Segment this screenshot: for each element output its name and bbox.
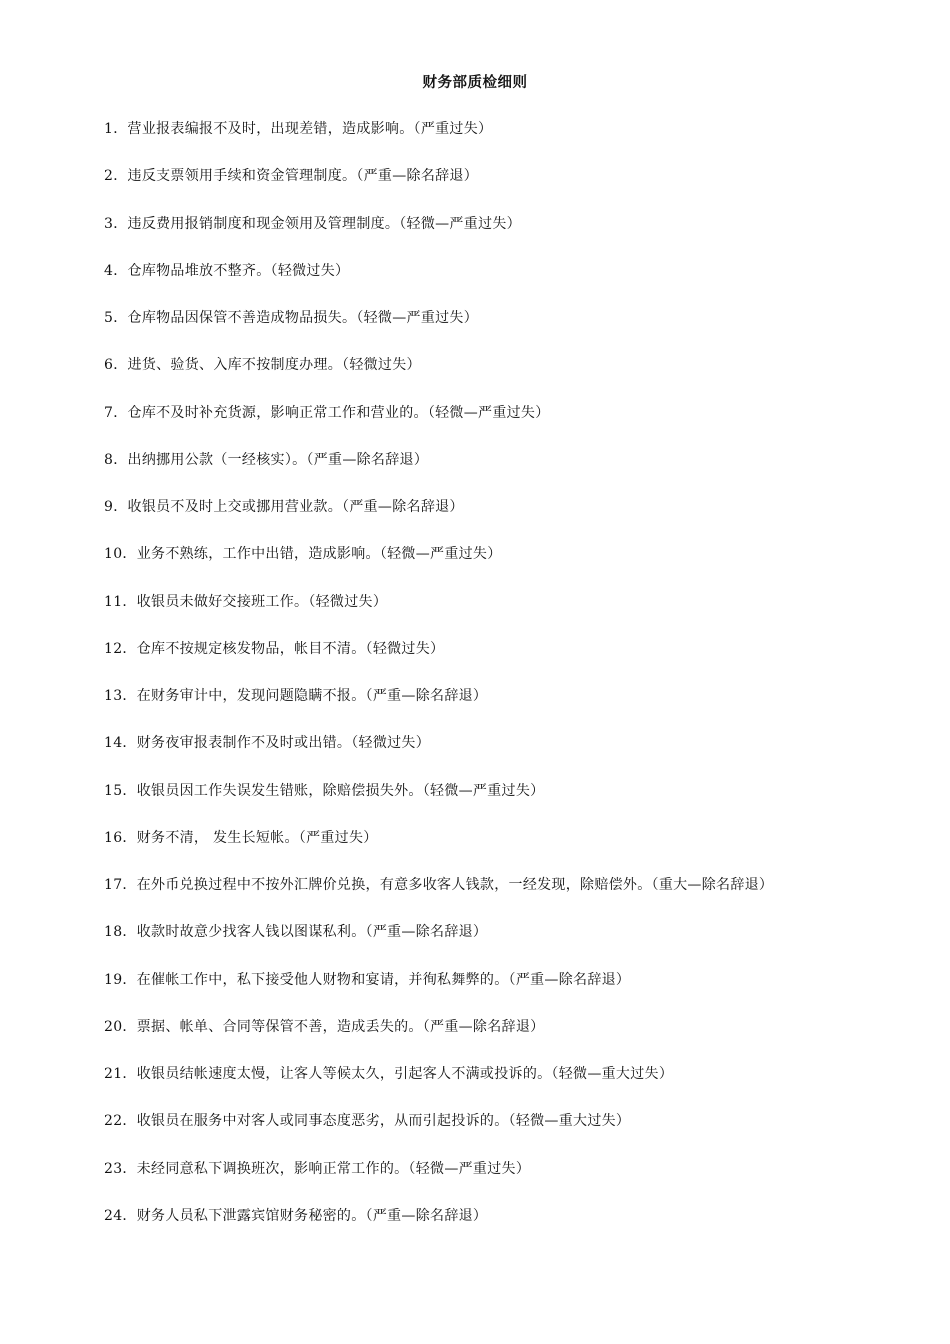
rule-item xyxy=(104,1064,904,1111)
rule-text: 收银员结帐速度太慢，让客人等候太久，引起客人不满或投诉的。（轻微—重大过失） xyxy=(136,1066,674,1082)
rule-number: 23． xyxy=(104,1160,137,1177)
rule-number: 10． xyxy=(104,546,137,563)
rule-text: 出纳挪用公款（一经核实）。（严重—除名辞退） xyxy=(127,451,429,468)
rule-item xyxy=(104,686,904,733)
rule-text: 营业报表编报不及时，出现差错，造成影响。（严重过失） xyxy=(127,121,493,137)
rule-item xyxy=(104,922,904,969)
rule-text: 在外币兑换过程中不按外汇牌价兑换，有意多收客人钱款，一经发现，除赔偿外。（重大—除名辞退） xyxy=(136,877,774,893)
rule-item xyxy=(104,781,904,828)
rule-item xyxy=(104,1159,904,1206)
rule-number: 8． xyxy=(104,451,128,468)
rule-text: 财务不清， 发生长短帐。（严重过失） xyxy=(136,829,378,846)
rule-number: 17． xyxy=(104,877,137,893)
rule-text: 仓库物品因保管不善造成物品损失。（轻微—严重过失） xyxy=(127,310,479,326)
rule-number: 3． xyxy=(104,215,128,232)
rule-number: 21． xyxy=(104,1066,137,1082)
rule-text: 业务不熟练，工作中出错，造成影响。（轻微—严重过失） xyxy=(136,546,502,563)
rule-text: 仓库物品堆放不整齐。（轻微过失） xyxy=(127,262,350,279)
rule-item xyxy=(104,733,904,780)
rule-item xyxy=(104,214,904,261)
rule-text: 收款时故意少找客人钱以图谋私利。（严重—除名辞退） xyxy=(136,924,488,941)
rule-item xyxy=(104,970,904,1017)
rule-text: 违反支票领用手续和资金管理制度。（严重—除名辞退） xyxy=(127,168,479,185)
rule-number: 16． xyxy=(104,829,137,846)
rule-text: 未经同意私下调换班次，影响正常工作的。（轻微—严重过失） xyxy=(136,1160,531,1177)
rule-item xyxy=(104,450,904,497)
rule-number: 19． xyxy=(104,971,137,988)
rule-item xyxy=(104,403,904,450)
rule-text: 收银员在服务中对客人或同事态度恶劣，从而引起投诉的。（轻微—重大过失） xyxy=(136,1113,631,1130)
rule-text: 收银员因工作失误发生错账，除赔偿损失外。（轻微—严重过失） xyxy=(136,782,545,799)
rule-number: 22． xyxy=(104,1113,137,1130)
rule-item xyxy=(104,166,904,213)
rule-number: 24． xyxy=(104,1207,137,1224)
rule-item xyxy=(104,1017,904,1064)
rule-item xyxy=(104,1206,904,1253)
rule-number: 20． xyxy=(104,1018,137,1035)
page-title: 财务部质检细则 xyxy=(422,74,528,91)
rule-item xyxy=(104,497,904,544)
rule-number: 1． xyxy=(104,121,128,137)
rule-item xyxy=(104,828,904,875)
rule-text: 财务人员私下泄露宾馆财务秘密的。（严重—除名辞退） xyxy=(136,1207,488,1224)
rule-number: 6． xyxy=(104,357,128,374)
rule-text: 收银员不及时上交或挪用营业款。（严重—除名辞退） xyxy=(127,499,464,515)
rule-text: 票据、帐单、合同等保管不善，造成丢失的。（严重—除名辞退） xyxy=(136,1018,545,1035)
rule-number: 12． xyxy=(104,640,137,657)
rule-item xyxy=(104,592,904,639)
rule-item xyxy=(104,639,904,686)
rule-number: 2． xyxy=(104,168,128,185)
rule-text: 进货、验货、入库不按制度办理。（轻微过失） xyxy=(127,357,421,374)
rule-item xyxy=(104,119,904,166)
rule-text: 仓库不按规定核发物品，帐目不清。（轻微过失） xyxy=(136,640,445,657)
rule-item xyxy=(104,261,904,308)
rule-text: 收银员未做好交接班工作。（轻微过失） xyxy=(136,593,388,610)
rule-item xyxy=(104,1111,904,1158)
rule-number: 5． xyxy=(104,310,128,326)
rule-text: 违反费用报销制度和现金领用及管理制度。（轻微—严重过失） xyxy=(127,215,521,232)
rule-item xyxy=(104,308,904,355)
rule-item xyxy=(104,544,904,591)
rule-item xyxy=(104,875,904,922)
rule-number: 9． xyxy=(104,499,128,515)
rule-text: 仓库不及时补充货源，影响正常工作和营业的。（轻微—严重过失） xyxy=(127,404,550,421)
rule-number: 7． xyxy=(104,404,128,421)
rule-number: 15． xyxy=(104,782,137,799)
rule-text: 在催帐工作中，私下接受他人财物和宴请，并徇私舞弊的。（严重—除名辞退） xyxy=(136,971,631,988)
rule-number: 18． xyxy=(104,924,137,941)
rule-number: 13． xyxy=(104,688,137,704)
rule-item xyxy=(104,355,904,402)
rules-list xyxy=(104,119,904,1253)
rule-number: 11． xyxy=(104,593,137,610)
rule-text: 财务夜审报表制作不及时或出错。（轻微过失） xyxy=(136,735,431,752)
rule-text: 在财务审计中，发现问题隐瞒不报。（严重—除名辞退） xyxy=(136,688,488,704)
rule-number: 4． xyxy=(104,262,128,279)
rule-number: 14． xyxy=(104,735,137,752)
